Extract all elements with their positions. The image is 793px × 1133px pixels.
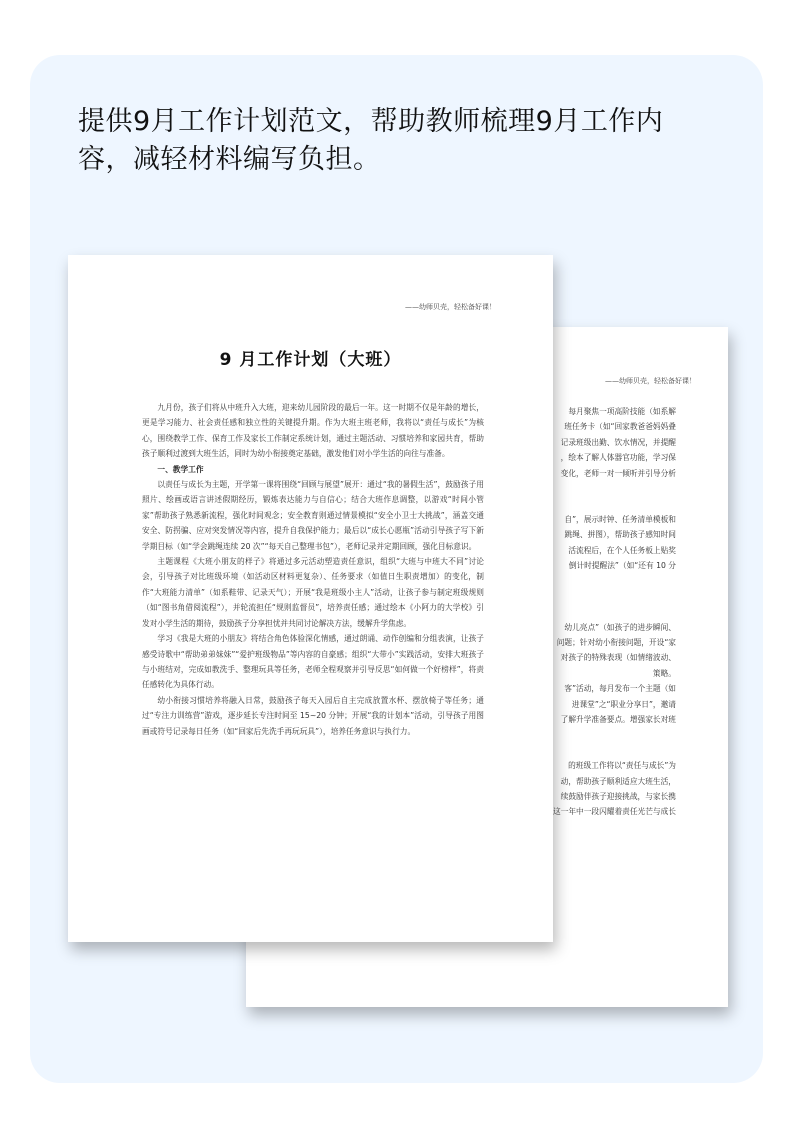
text-line: 记录班级出勤、饮水情况，并提醒 bbox=[560, 437, 676, 447]
text-line: 幼儿亮点”（如孩子的进步瞬间、 bbox=[564, 622, 676, 632]
text-line: 进课堂”之“职业分享日”，邀请 bbox=[571, 699, 676, 709]
front-page bbox=[68, 255, 553, 942]
section-heading: 一、教学工作 bbox=[157, 464, 204, 474]
body-paragraph: 学习《我是大班的小朋友》将结合角色体验深化情感，通过朗诵、动作创编和分组表演，让孩子感受诗歌中“帮助弟弟妹妹”“爱护班级物品”等内容的自豪感；组织“大带小”实践活动，安排大班孩子与小班结对，完成如教洗手、整理玩具等任务，老师全程观察并引导反思“如何做一个好榜样”，将责任感转化为具体行动。 bbox=[142, 634, 484, 690]
front-page-slogan: ——幼师贝壳，轻松备好课！ bbox=[405, 303, 496, 311]
text-line: 了解升学准备要点。增强家长对班 bbox=[560, 715, 676, 725]
text-line: 活流程后，在个人任务板上贴奖 bbox=[568, 545, 676, 555]
text-line: 每月聚焦一项高阶技能（如系解 bbox=[568, 407, 676, 416]
document-title: 9 月工作计划（大班） bbox=[219, 350, 402, 370]
document-body bbox=[142, 400, 484, 739]
text-line: 的班级工作将以“责任与成长”为 bbox=[568, 761, 676, 771]
text-line: 班任务卡（如“回家教爸爸妈妈叠 bbox=[564, 422, 676, 432]
text-line: ，绘本了解人体器官功能，学习保 bbox=[560, 453, 676, 463]
back-page-slogan: ——幼师贝壳，轻松备好课！ bbox=[605, 377, 696, 385]
text-line: 客”活动，每月发布一个主题（如 bbox=[564, 684, 676, 694]
body-paragraph: 以责任与成长为主题，开学第一课将围绕“回顾与展望”展开：通过“我的暑假生活”，鼓励孩子用照片、绘画或语言讲述假期经历，锻炼表达能力与自信心；结合大班作息调整，以游戏“时间小管家”帮助孩子熟悉新流程，强化时间观念；安全教育则通过情景模拟“安全小卫士大挑战”，涵盖交通安全、防拐骗、应对突发情况等内容，提升自我保护能力；最后以“成长心愿瓶”活动引导孩子写下新学期目标（如“学会跳绳连续 20 次”“每天自己整理书包”），老师记录并定期回顾，强化目标意识。 bbox=[142, 480, 484, 551]
text-line: 倒计时提醒法”（如“还有 10 分 bbox=[568, 561, 676, 571]
body-paragraph: 主题课程《大班小朋友的样子》将通过多元活动塑造责任意识，组织“大班与中班大不同”讨论会，引导孩子对比班级环境（如活动区材料更复杂）、任务要求（如值日生职责增加）的变化，制作“大班能力清单”（如系鞋带、记录天气）；开展“我是班级小主人”活动，让孩子参与制定班级规则（如“图书角借阅流程”），并轮流担任“规则监督员”，培养责任感；通过绘本《小阿力的大学校》引发对小学生活的期待，鼓励孩子分享担忧并共同讨论解决方法，缓解升学焦虑。 bbox=[142, 557, 484, 628]
intro-paragraph: 九月份，孩子们将从中班升入大班，迎来幼儿园阶段的最后一年。这一时期不仅是年龄的增长，更是学习能力、社会责任感和独立性的关键提升期。作为大班主班老师，我将以“责任与成长”为核心，围绕教学工作、保育工作及家长工作制定系统计划，通过主题活动、习惯培养和家园共育，帮助孩子顺利过渡到大班生活，同时为幼小衔接奠定基础，激发他们对小学生活的向往与准备。 bbox=[142, 403, 484, 459]
text-line: 续鼓励伴孩子迎接挑战，与家长携 bbox=[560, 792, 676, 802]
headline: 提供9月工作计划范文，帮助教师梳理9月工作内容，减轻材料编写负担。 bbox=[78, 106, 664, 175]
text-line: 变化，老师一对一倾听并引导分析 bbox=[560, 468, 676, 478]
text-line: 跳绳、拼图），帮助孩子感知时间 bbox=[564, 530, 676, 540]
body-paragraph: 幼小衔接习惯培养将融入日常，鼓励孩子每天入园后自主完成放置水杯、摆放椅子等任务；通过“专注力训练营”游戏，逐步延长专注时间至 15~20 分钟；开展“我的计划本”活动，引导孩子用图画或符号记录每日任务（如“回家后先洗手再玩玩具”），培养任务意识与执行力。 bbox=[142, 695, 484, 736]
text-line: 问题；针对幼小衔接问题，开设“家 bbox=[556, 638, 676, 648]
text-line: 这一年中一段闪耀着责任光芒与成长 bbox=[552, 807, 676, 817]
text-line: 对孩子的特殊表现（如情绪波动、 bbox=[560, 653, 676, 663]
text-line: 动，帮助孩子顺利适应大班生活， bbox=[560, 776, 676, 786]
text-line: 策略。 bbox=[652, 668, 676, 678]
text-line: 自”，展示时钟、任务清单模板和 bbox=[564, 514, 676, 524]
